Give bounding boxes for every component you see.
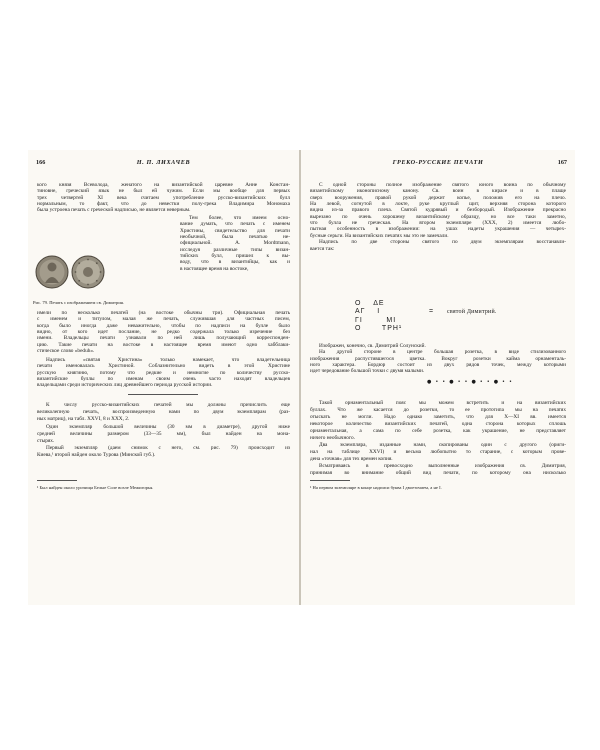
inscription-line: Ο ΤΡΗ¹: [355, 325, 403, 333]
text-line: русскую княгиню, потому что редкие и немногие по количеству русско-: [37, 369, 290, 376]
text-line: Первый экземпляр (даем снимок с него, см. рис. 79) происходит из: [46, 445, 290, 452]
text-line: Надпись по две стороны святого по двум экземплярам восстанавли-: [319, 239, 566, 246]
text-line: когда было иногда даже неважительно, чтобы по надписи на булле было: [37, 322, 290, 329]
inscription-line: О ΔΕ: [355, 300, 385, 307]
text-line: владельцами среди исторических лиц древнейшего периода русской истории.: [37, 382, 213, 389]
text-line: Тем более, что имеем осно-: [189, 215, 290, 221]
text-line: На левой, согнутой в локте, руке круглый щит, верхняя сторона которого: [310, 201, 566, 208]
text-line: идет чередование большой точки с двумя малыми.: [310, 368, 425, 375]
text-line: видна из-за правого плеча. Святой кудрявый и безбородый. Изображение прекрасно: [310, 207, 566, 214]
inscription-equals: =: [429, 308, 435, 315]
text-line: некоторое количество византийских печатей, одна сторона которых сплошь: [310, 421, 566, 427]
seal-figure: [35, 247, 107, 297]
text-line: трех четвертей XI века считаем употребление русско-византийских булл: [37, 194, 290, 201]
inscription-line: ΑΓ Ι: [355, 308, 381, 316]
text-line: нормальным, то факт, что до невестки полу-грека Владимира Мономаха: [37, 201, 290, 208]
text-line: К числу русско-византийских печатей мы должны причислить еще: [46, 402, 290, 408]
text-line: воду, что в византийцы, как и: [180, 259, 290, 266]
text-line: в настоящее время на востоке,: [180, 265, 249, 272]
text-line: вается так:: [310, 245, 335, 252]
text-line: средней величины размером (33—35 мм), был найден на мона-: [37, 430, 290, 437]
text-line: ных матриц), на табл. XXVI, 8 и XXX, 2.: [37, 416, 130, 423]
left-page-number: 166: [36, 159, 46, 166]
left-running-head: Н. П. ЛИХАЧЕВ: [136, 159, 191, 166]
text-line: кого князя Всеволода, женатого на византийской царевне Анне Констан-: [37, 182, 290, 188]
footnote: ¹ На первом экземпляре в конце надписи буква Ι двоеточием, а не Ι.: [310, 485, 442, 490]
text-line: Два экземпляра, изданные нами, скопированы один с другого (ориги-: [319, 442, 566, 448]
footnote: ¹ Был найден около урочища Белые Соле возле Межигорья.: [37, 485, 154, 490]
text-line: стическое слово «beduh».: [37, 348, 95, 355]
text-line: имени. Владельцы печати узнавали по ней лишь получающий корреспонден-: [37, 335, 290, 342]
text-line: пытная особенность в изображении: на ушах надеты украшения — четырех-: [310, 226, 566, 233]
text-line: тийских булл, пришел к вы-: [180, 253, 290, 260]
inscription-translation: святой Димитрий.: [447, 309, 497, 315]
text-line: была устроена печать с греческой надписью, не является неверным.: [37, 207, 191, 214]
right-page-header: [309, 159, 567, 169]
section-rule: [310, 480, 350, 481]
text-line: имели по несколько печатей (на востоке обычны три). Официальная печать: [37, 310, 290, 316]
text-line: печати именовалась Христиной. Соблазнительно видеть в этой Христине: [37, 363, 290, 370]
text-line: византийскому иконописному канону. Св. воин в кирасе и в плаще: [310, 188, 566, 195]
text-line: Такой орнаментальный пояс мы можем встретить и на византийских: [319, 400, 566, 406]
text-line: Надпись «святая Христина» только намекает, что владетельница: [46, 357, 290, 363]
text-line: вание думать, что печать с именем: [180, 221, 290, 228]
text-line: с именем и титулом, малая же печать, служившая для частных писем,: [37, 316, 290, 323]
text-line: Христины, свидетельство для печати: [180, 227, 290, 234]
text-line: цию. Такие печати на востоке в настоящее время имеют одно хабблаки-: [37, 341, 290, 348]
right-running-head: ГРЕКО-РУССКИЕ ПЕЧАТИ: [392, 159, 484, 166]
text-line: Один экземпляр большой величины (30 мм в диаметре), другой ниже: [46, 423, 290, 430]
text-line: С одной стороны полное изображение святого юного воина по обычному: [319, 182, 566, 188]
text-line: видно, от кого идет послание, не редко содержала только изречение без: [37, 329, 290, 336]
text-line: необычной, была печатью не-: [180, 234, 290, 241]
right-page-number: 167: [557, 159, 567, 166]
text-line: нал на таблице XXVI) и весьма любопытно то старание, с которым прове-: [310, 449, 566, 455]
seal-coins-image: [35, 247, 107, 297]
right-page: [301, 150, 575, 605]
text-line: Киева,¹ второй найден около Турова (Минской губ.).: [37, 452, 156, 459]
left-page: [28, 150, 299, 605]
text-line: буллах. Что же касается до розетки, то ее прототипа мы на печатях: [310, 407, 566, 413]
text-line: принимая во внимание общий вид печати, по которому она нисколько: [310, 470, 566, 476]
text-line: Изображен, конечно, св. Димитрий Солунский.: [319, 343, 426, 349]
text-line: На другой стороне в центре большая розетка, в виде стилизованного: [319, 349, 566, 356]
figure-caption: Рис. 79. Печать с изображением св. Димитрия.: [33, 300, 125, 305]
text-line: стырях.: [37, 438, 55, 444]
section-rule: [37, 480, 77, 481]
text-line: вырезано по очень хорошему византийскому образцу, но все таки заметно,: [310, 213, 566, 220]
left-page-header: [36, 159, 291, 169]
text-line: сверх вооружения, правой рукой держит копье, положив его на плечо.: [310, 194, 566, 201]
text-line: исследуя различные типы визан-: [180, 246, 290, 253]
text-line: изображения распустившегося цветка. Вокруг розетки кайма орнаменталь-: [310, 355, 566, 362]
text-line: ного характера. Бордюр состоит из двух рядов точек, между которыми: [310, 362, 566, 369]
inscription-block: [355, 300, 402, 334]
text-line: великолепную печать, воспроизведенную нами по двум экземплярам (раз-: [37, 409, 290, 416]
text-line: орнаментальная, а сама по себе розетка, как украшение, не представляет: [310, 428, 566, 434]
text-line: ничего необычного.: [310, 435, 355, 441]
text-line: отыскать не могли. Надо однако заметить, что для X—XI вв. имеется: [310, 414, 566, 420]
inscription-line: ΓΙ ΜΙ: [355, 316, 397, 324]
text-line: что булла не греческая. На втором экземпляре (XXX, 2) имеется любо-: [310, 220, 566, 227]
text-line: бусные серьги. На византийских печатях мы это не замечали.: [310, 232, 449, 239]
text-line: тиновне, греческий язык не был ей чужим. Если мы вообще для первых: [37, 188, 290, 195]
section-rule: [128, 394, 198, 395]
text-line: дена «точная» для тех времен копия.: [310, 456, 393, 462]
text-line: византийские буллы по именам своим очень часто находят владельцев: [37, 376, 290, 383]
text-line: Всматриваясь в превосходно выполненные изображения св. Димитрия,: [319, 463, 566, 469]
text-line: официальной. А. Mordtmann,: [180, 240, 290, 247]
ornament-pattern: ● • • ● • • ● • • ● • •: [427, 379, 514, 385]
